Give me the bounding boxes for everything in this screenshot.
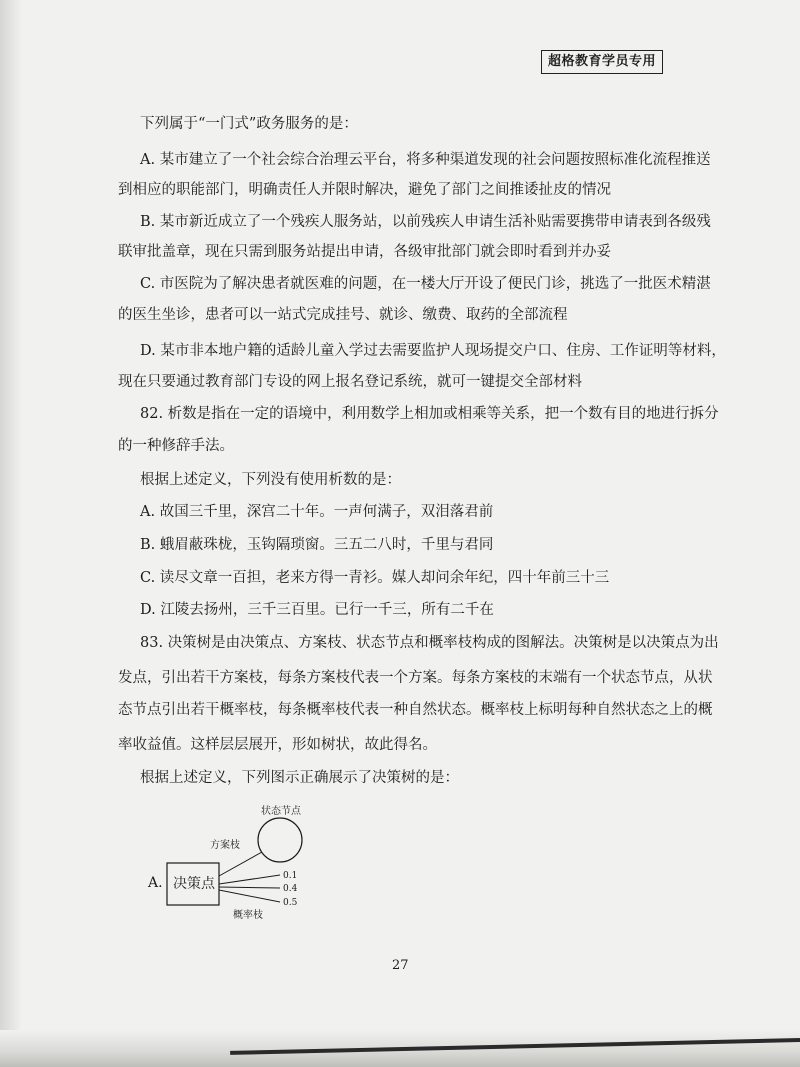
state-node-circle [258,818,302,862]
q83-definition-line3: 态节点引出若干概率枝，每条概率枝代表一种自然状态。概率枝上标明每种自然状态之上的概 [118,702,713,718]
q81-option-b-line1: B. 某市新近成立了一个残疾人服务站，以前残疾人申请生活补贴需要携带申请表到各级残 [140,214,711,230]
plan-branch-line [219,852,262,876]
q83-definition-line4: 率收益值。这样层层展开，形如树状，故此得名。 [118,737,437,753]
state-node-label: 状态节点 [261,806,301,817]
decision-tree-diagram-a [140,800,340,930]
probability-branch-line-2 [219,887,280,888]
q81-stem: 下列属于“一门式”政务服务的是： [140,116,358,132]
q83-question: 根据上述定义，下列图示正确展示了决策树的是： [140,770,459,786]
q81-option-a-line2: 到相应的职能部门，明确责任人并限时解决，避免了部门之间推诿扯皮的情况 [118,182,611,198]
page-number: 27 [392,958,409,973]
q82-question: 根据上述定义，下列没有使用析数的是： [140,472,401,488]
q82-definition-line2: 的一种修辞手法。 [118,438,234,454]
q81-option-c-line2: 的医生坐诊，患者可以一站式完成挂号、就诊、缴费、取药的全部流程 [118,307,568,323]
q81-option-a-line1: A. 某市建立了一个社会综合治理云平台，将多种渠道发现的社会问题按照标准化流程推送 [140,152,711,168]
diagram-option-label: A. [148,875,163,891]
page-edge-shadow [0,0,22,1067]
q81-option-d-line2: 现在只要通过教育部门专设的网上报名登记系统，就可一键提交全部材料 [118,374,582,390]
plan-branch-label: 方案枝 [210,840,240,851]
probability-value-2: 0.4 [283,884,298,894]
q82-option-a: A. 故国三千里，深宫二十年。一声何满子，双泪落君前 [140,504,494,520]
q82-option-d: D. 江陵去扬州，三千三百里。已行一千三，所有二千在 [140,602,494,618]
probability-value-1: 0.1 [283,871,298,881]
q82-option-b: B. 蛾眉蔽珠栊，玉钩隔琐窗。三五二八时，千里与君同 [140,537,494,553]
q81-option-c-line1: C. 市医院为了解决患者就医难的问题，在一楼大厅开设了便民门诊，挑选了一批医术精湛 [140,276,711,292]
q82-option-c: C. 读尽文章一百担，老来方得一青衫。媒人却问余年纪，四十年前三十三 [140,570,610,586]
header-stamp: 超格教育学员专用 [541,50,663,74]
q83-definition-line1: 83. 决策树是由决策点、方案枝、状态节点和概率枝构成的图解法。决策树是以决策点为出 [140,635,719,651]
q83-definition-line2: 发点，引出若干方案枝，每条方案枝代表一个方案。每条方案枝的末端有一个状态节点，从状 [118,670,713,686]
q82-definition-line1: 82. 析数是指在一定的语境中，利用数学上相加或相乘等关系，把一个数有目的地进行拆分 [140,406,719,422]
probability-value-3: 0.5 [283,898,298,908]
probability-branch-line-1 [219,875,280,884]
probability-branch-label: 概率枝 [233,910,263,921]
decision-point-label: 决策点 [173,876,215,892]
probability-branch-line-3 [219,890,280,902]
q81-option-b-line2: 联审批盖章，现在只需到服务站提出申请，各级审批部门就会即时看到并办妥 [118,244,611,260]
q81-option-d-line1: D. 某市非本地户籍的适龄儿童入学过去需要监护人现场提交户口、住房、工作证明等材料， [140,343,726,359]
